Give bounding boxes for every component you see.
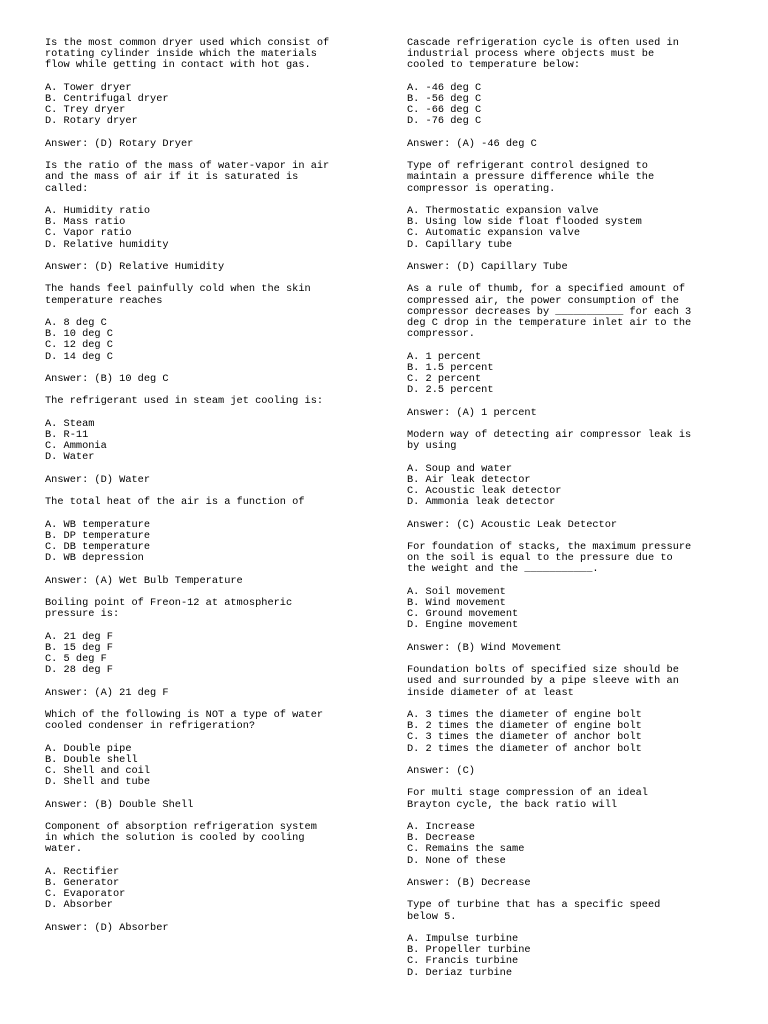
option-item: A. 1 percent [407, 350, 482, 363]
question-text: Boiling point of Freon-12 at atmospheric pressure is: [45, 596, 293, 621]
question-text: The hands feel painfully cold when the skin temperature reaches [45, 283, 311, 307]
question-block [45, 822, 375, 934]
question-text: Type of refrigerant control designed to maintain a pressure difference while the compressor is operating. [407, 160, 655, 195]
option-item: B. -56 deg C [407, 93, 482, 105]
option-item: A. Double pipe [45, 742, 132, 755]
options-list [407, 352, 737, 397]
answer-line: Answer: (B) Double Shell [45, 798, 194, 811]
question-block [45, 497, 375, 587]
options-list [407, 934, 737, 979]
option-item: A. -46 deg C [407, 81, 482, 94]
question-text: Is the most common dryer used which consist of rotating cylinder inside which the materials flow while getting in contact with hot gas. [45, 37, 330, 72]
option-item: D. Capillary tube [407, 238, 513, 251]
option-item: B. 15 deg F [45, 641, 113, 654]
option-item: B. Decrease [407, 832, 475, 845]
option-item: C. -66 deg C [407, 104, 482, 117]
option-item: D. Relative humidity [45, 238, 169, 251]
option-item: D. Rotary dryer [45, 115, 138, 128]
question-block [407, 900, 737, 978]
option-item: B. Air leak detector [407, 473, 531, 486]
options-list [45, 318, 375, 363]
option-item: D. Water [45, 451, 95, 464]
option-item: C. Trey dryer [45, 104, 126, 117]
answer-line: Answer: (D) Rotary Dryer [45, 137, 194, 150]
options-list [45, 520, 375, 565]
option-item: C. Automatic expansion valve [407, 227, 581, 240]
option-item: B. 10 deg C [45, 328, 113, 341]
question-text: For multi stage compression of an ideal Brayton cycle, the back ratio will [407, 787, 648, 811]
option-item: A. 21 deg F [45, 630, 113, 643]
question-text: Which of the following is NOT a type of water cooled condenser in refrigeration? [45, 708, 324, 733]
answer-line: Answer: (D) Relative Humidity [45, 260, 225, 273]
answer-line: Answer: (A) Wet Bulb Temperature [45, 574, 243, 587]
option-item: D. Ammonia leak detector [407, 496, 556, 509]
option-item: B. Using low side float flooded system [407, 216, 642, 229]
option-item: D. 2.5 percent [407, 384, 494, 397]
question-block [407, 161, 737, 273]
option-item: A. Impulse turbine [407, 932, 519, 945]
question-block [45, 598, 375, 699]
option-item: D. 28 deg F [45, 664, 113, 677]
option-item: A. 3 times the diameter of engine bolt [407, 708, 642, 721]
question-text: Type of turbine that has a specific speed below 5. [407, 899, 661, 923]
left-column [45, 38, 375, 945]
question-text: The refrigerant used in steam jet cooling is: [45, 395, 324, 408]
option-item: A. Increase [407, 820, 475, 833]
option-item: D. 14 deg C [45, 350, 113, 363]
option-item: D. Deriaz turbine [407, 966, 513, 979]
question-block [45, 161, 375, 273]
answer-line: Answer: (C) Acoustic Leak Detector [407, 518, 618, 531]
option-item: C. DB temperature [45, 540, 151, 553]
options-list [45, 206, 375, 251]
option-item: C. Acoustic leak detector [407, 484, 562, 497]
option-item: C. Remains the same [407, 843, 525, 856]
option-item: C. Vapor ratio [45, 227, 132, 240]
option-item: B. DP temperature [45, 529, 151, 542]
option-item: D. -76 deg C [407, 115, 482, 128]
options-list [45, 419, 375, 464]
option-item: A. Humidity ratio [45, 204, 151, 217]
option-item: B. Propeller turbine [407, 944, 531, 957]
question-block [407, 430, 737, 531]
option-item: A. Soil movement [407, 585, 506, 598]
question-block [45, 284, 375, 385]
answer-line: Answer: (D) Water [45, 473, 151, 486]
question-text: The total heat of the air is a function of [45, 496, 305, 509]
answer-line: Answer: (D) Absorber [45, 921, 169, 934]
answer-line: Answer: (B) Decrease [407, 876, 531, 889]
question-block [407, 38, 737, 150]
options-list [45, 632, 375, 677]
option-item: C. 2 percent [407, 372, 482, 385]
question-text: As a rule of thumb, for a specified amount of compressed air, the power consumption of the compressor decreases by ___________ for each 3 deg C drop in the temperature inlet air to the compressor. [407, 283, 692, 341]
question-text: Cascade refrigeration cycle is often used in industrial process where objects must be cooled to temperature below: [407, 37, 679, 72]
question-block [407, 665, 737, 777]
option-item: A. Soup and water [407, 462, 513, 475]
question-block [45, 710, 375, 811]
question-block [45, 396, 375, 486]
option-item: C. 12 deg C [45, 339, 113, 352]
answer-line: Answer: (C) [407, 764, 475, 777]
option-item: B. Wind movement [407, 596, 506, 609]
question-text: Foundation bolts of specified size should be used and surrounded by a pipe sleeve with an inside diameter of at least [407, 664, 679, 699]
question-block [407, 284, 737, 418]
option-item: B. 1.5 percent [407, 361, 494, 374]
option-item: D. Shell and tube [45, 776, 151, 789]
option-item: C. Shell and coil [45, 764, 151, 777]
option-item: D. Absorber [45, 899, 113, 912]
options-list [45, 83, 375, 128]
option-item: A. Rectifier [45, 865, 120, 878]
answer-line: Answer: (A) -46 deg C [407, 137, 537, 150]
option-item: C. Francis turbine [407, 955, 519, 968]
option-item: A. Steam [45, 417, 95, 430]
answer-line: Answer: (D) Capillary Tube [407, 260, 568, 273]
right-column [407, 38, 737, 990]
option-item: C. 3 times the diameter of anchor bolt [407, 731, 642, 744]
options-list [407, 822, 737, 867]
option-item: C. Ground movement [407, 608, 519, 621]
option-item: A. WB temperature [45, 518, 151, 531]
option-item: A. Tower dryer [45, 81, 132, 94]
answer-line: Answer: (A) 21 deg F [45, 686, 169, 699]
option-item: D. WB depression [45, 552, 144, 565]
option-item: A. Thermostatic expansion valve [407, 204, 599, 217]
option-item: C. 5 deg F [45, 652, 107, 665]
question-text: Is the ratio of the mass of water-vapor in air and the mass of air if it is saturated is called: [45, 160, 330, 195]
option-item: B. Centrifugal dryer [45, 93, 169, 105]
option-item: A. 8 deg C [45, 316, 107, 329]
options-list [407, 587, 737, 632]
question-block [45, 38, 375, 150]
options-list [407, 710, 737, 755]
question-text: Modern way of detecting air compressor leak is by using [407, 428, 692, 453]
answer-line: Answer: (B) Wind Movement [407, 641, 562, 654]
question-text: Component of absorption refrigeration system in which the solution is cooled by cooling water. [45, 820, 317, 856]
options-list [45, 744, 375, 789]
question-block [407, 542, 737, 654]
option-item: C. Ammonia [45, 440, 107, 453]
option-item: B. Generator [45, 876, 120, 889]
option-item: B. R-11 [45, 428, 89, 441]
option-item: D. None of these [407, 854, 506, 867]
option-item: D. 2 times the diameter of anchor bolt [407, 742, 642, 755]
document-page [0, 38, 768, 1024]
option-item: B. Mass ratio [45, 216, 126, 229]
question-text: For foundation of stacks, the maximum pressure on the soil is equal to the pressure due to the weight and the ___________. [407, 540, 692, 576]
question-block [407, 788, 737, 889]
option-item: C. Evaporator [45, 888, 126, 901]
answer-line: Answer: (A) 1 percent [407, 406, 537, 419]
options-list [407, 83, 737, 128]
options-list [45, 867, 375, 912]
options-list [407, 206, 737, 251]
option-item: D. Engine movement [407, 619, 519, 632]
option-item: B. Double shell [45, 753, 138, 766]
options-list [407, 464, 737, 509]
option-item: B. 2 times the diameter of engine bolt [407, 720, 642, 733]
answer-line: Answer: (B) 10 deg C [45, 372, 169, 385]
